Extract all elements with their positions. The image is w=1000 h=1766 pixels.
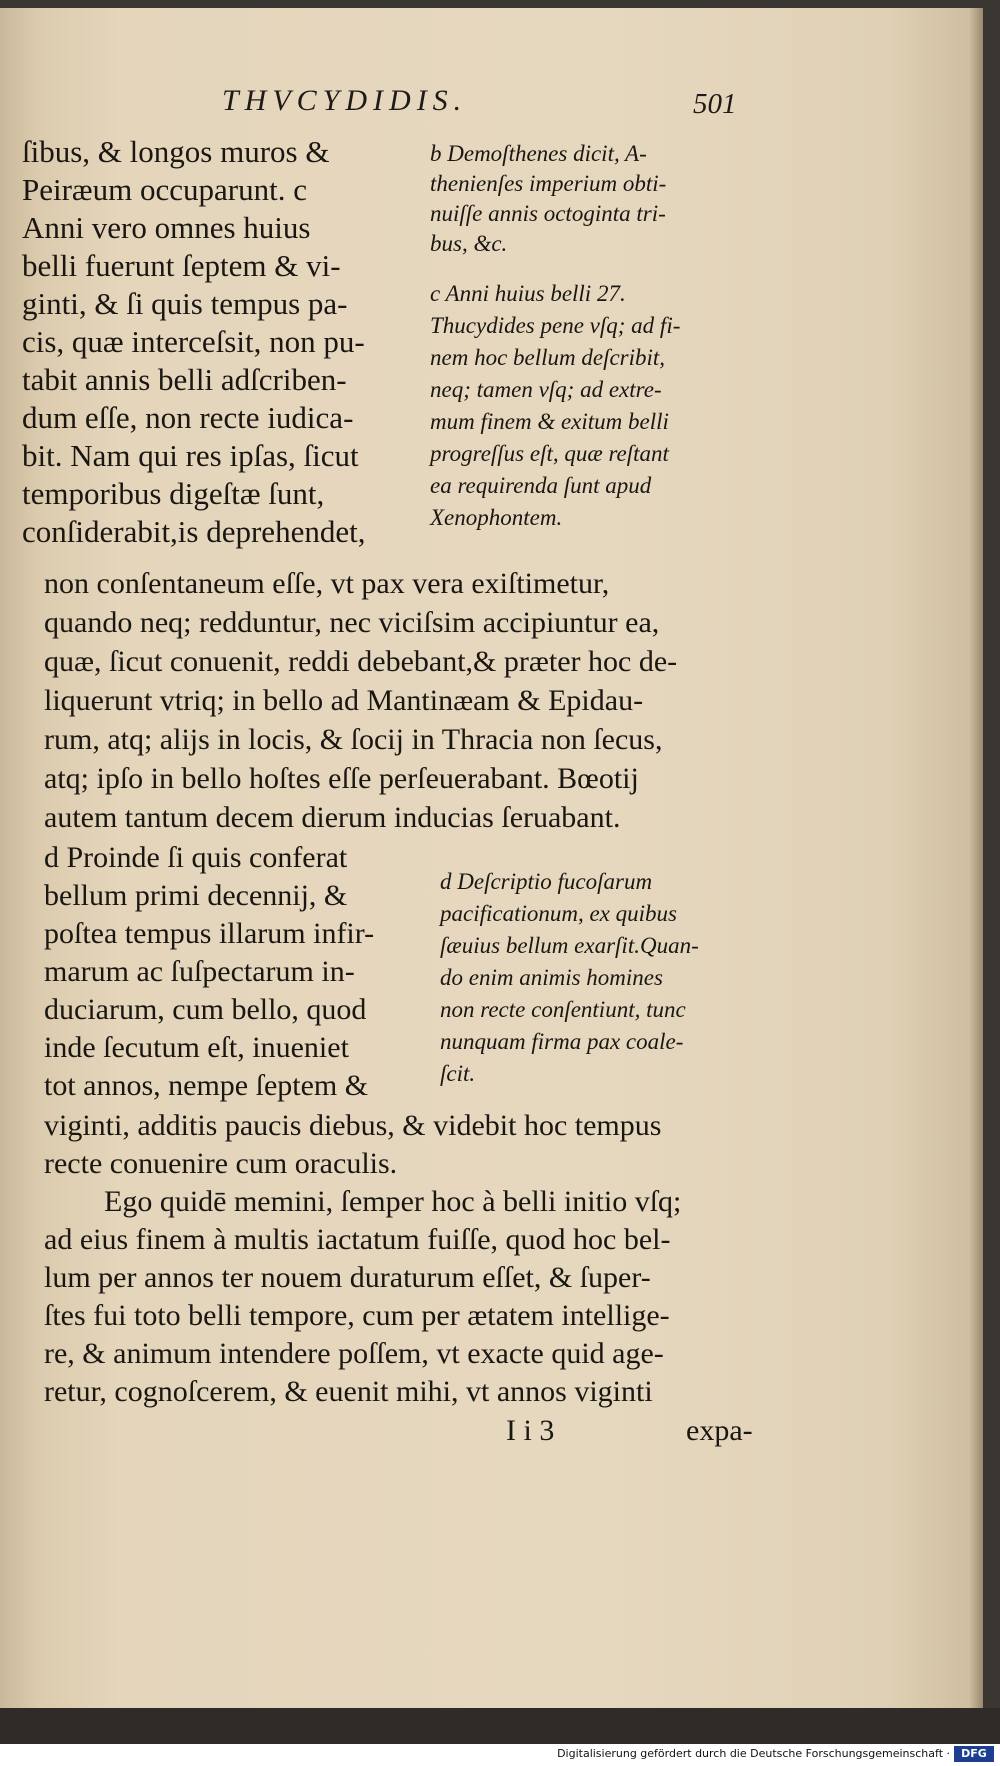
text-line: autem tantum decem dierum inducias ſeruabant. xyxy=(44,801,621,834)
note-line: d Deſcriptio fucoſarum xyxy=(440,869,653,894)
footer-strip xyxy=(0,1744,1000,1766)
text-line: dum eſſe, non recte iudica- xyxy=(22,400,354,435)
text-line: viginti, additis paucis diebus, & videbit hoc tempus xyxy=(44,1109,662,1142)
note-line: ſcit. xyxy=(440,1061,476,1086)
text-line: cis, quæ interceſsit, non pu- xyxy=(22,324,365,359)
note-line: do enim animis homines xyxy=(440,965,663,990)
note-line: b Demoſthenes dicit, A- xyxy=(430,141,647,166)
note-line: progreſſus eſt, quæ reſtant xyxy=(430,441,669,466)
dfg-logo: DFG xyxy=(954,1746,994,1762)
text-line: conſiderabit,is deprehendet, xyxy=(22,514,366,549)
footer-credit: Digitalisierung gefördert durch die Deutsche Forschungsgemeinschaft · xyxy=(557,1747,950,1760)
note-line: ea requirenda ſunt apud xyxy=(430,473,652,498)
paragraph-first-line: Ego quidē memini, ſemper hoc à belli initio vſq; xyxy=(104,1185,682,1218)
text-line: ſibus, & longos muros & xyxy=(22,134,330,169)
text-line: inde ſecutum eſt, inueniet xyxy=(44,1031,349,1064)
text-line: d Proinde ſi quis conferat xyxy=(44,841,348,874)
text-line: ad eius finem à multis iactatum fuiſſe, quod hoc bel- xyxy=(44,1223,671,1256)
text-line: belli fuerunt ſeptem & vi- xyxy=(22,248,341,283)
scan-bottom-edge xyxy=(0,1708,1000,1744)
text-line: marum ac ſuſpectarum in- xyxy=(44,955,355,988)
text-line: quando neq; redduntur, nec viciſsim accipiuntur ea, xyxy=(44,606,660,639)
note-line: neq; tamen vſq; ad extre- xyxy=(430,377,662,402)
note-line: nem hoc bellum deſcribit, xyxy=(430,345,666,370)
note-line: c Anni huius belli 27. xyxy=(430,281,626,306)
text-line: re, & animum intendere poſſem, vt exacte quid age- xyxy=(44,1337,664,1370)
note-line: nunquam firma pax coale- xyxy=(440,1029,684,1054)
note-line: thenienſes imperium obti- xyxy=(430,171,667,196)
text-line: recte conuenire cum oraculis. xyxy=(44,1147,398,1180)
note-line: nuiſſe annis octoginta tri- xyxy=(430,201,666,226)
signature-mark: I i 3 xyxy=(506,1414,555,1447)
text-line: bellum primi decennij, & xyxy=(44,879,348,912)
running-head: THVCYDIDIS. xyxy=(222,84,468,117)
text-line: ginti, & ſi quis tempus pa- xyxy=(22,286,348,321)
text-line: temporibus digeſtæ ſunt, xyxy=(22,476,325,511)
text-line: retur, cognoſcerem, & euenit mihi, vt annos viginti xyxy=(44,1375,653,1408)
text-line: lum per annos ter nouem duraturum eſſet, & ſuper- xyxy=(44,1261,651,1294)
text-line: tabit annis belli adſcriben- xyxy=(22,362,347,397)
text-line: Peiræum occuparunt. c xyxy=(22,172,307,207)
note-line: non recte conſentiunt, tunc xyxy=(440,997,686,1022)
text-line: atq; ipſo in bello hoſtes eſſe perſeuerabant. Bœotij xyxy=(44,762,639,795)
text-line: non conſentaneum eſſe, vt pax vera exiſtimetur, xyxy=(44,567,610,600)
text-line: rum, atq; alijs in locis, & ſocij in Thracia non ſecus, xyxy=(44,723,663,756)
text-line: duciarum, cum bello, quod xyxy=(44,993,367,1026)
text-line: bit. Nam qui res ipſas, ſicut xyxy=(22,438,359,473)
text-line: liquerunt vtriq; in bello ad Mantinæam & Epidau- xyxy=(44,684,644,717)
text-line: poſtea tempus illarum infir- xyxy=(44,917,375,950)
text-line: ſtes fui toto belli tempore, cum per ætatem intellige- xyxy=(44,1299,670,1332)
note-line: mum finem & exitum belli xyxy=(430,409,669,434)
note-line: ſæuius bellum exarſit.Quan- xyxy=(440,933,699,958)
text-line: quæ, ſicut conuenit, reddi debebant,& præter hoc de- xyxy=(44,645,678,678)
text-line: tot annos, nempe ſeptem & xyxy=(44,1069,369,1102)
note-line: Xenophontem. xyxy=(430,505,563,530)
page-number: 501 xyxy=(693,88,737,120)
note-line: pacificationum, ex quibus xyxy=(440,901,677,926)
catchword: expa- xyxy=(686,1414,753,1447)
note-line: bus, &c. xyxy=(430,231,508,256)
note-line: Thucydides pene vſq; ad fi- xyxy=(430,313,681,338)
text-line: Anni vero omnes huius xyxy=(22,210,311,245)
